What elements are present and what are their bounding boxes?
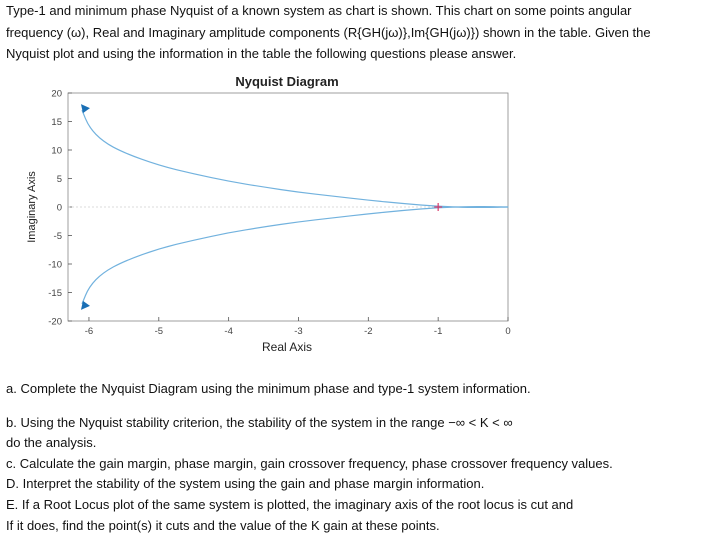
y-ticks [48, 89, 72, 328]
x-tick-label: -4 [224, 326, 233, 337]
y-tick-label: -5 [53, 231, 62, 242]
y-tick-label: 10 [51, 145, 62, 157]
x-ticks [85, 317, 511, 337]
question-b-line-1: b. Using the Nyquist stability criterion, the stability of the system in the range −∞ < K < ∞ [6, 415, 513, 430]
question-a: a. Complete the Nyquist Diagram using the minimum phase and type-1 system information. [6, 381, 531, 396]
critical-point-marker [434, 203, 442, 211]
x-tick-label: -1 [433, 326, 443, 337]
nyquist-line-negative [82, 110, 508, 207]
intro-line-1: Type-1 and minimum phase Nyquist of a known system as chart is shown. This chart on some points angular [6, 3, 632, 18]
y-axis-label: Imaginary Axis [26, 171, 38, 243]
x-tick-label: -5 [154, 326, 164, 337]
question-b-line-2: do the analysis. [6, 435, 97, 450]
x-axis-label: Real Axis [261, 340, 313, 354]
nyquist-line-positive [82, 207, 508, 304]
intro-line-3: Nyquist plot and using the information in the table the following questions please answer. [6, 46, 517, 61]
x-tick-label: -3 [294, 326, 303, 337]
y-tick-label: 15 [51, 117, 62, 128]
nyquist-chart [0, 68, 706, 358]
chart-title: Nyquist Diagram [235, 74, 339, 89]
x-tick-label: -6 [84, 326, 94, 337]
intro-line-2: frequency (ω), Real and Imaginary amplitude components (R{GH(jω)},Im{GH(jω)}) shown in the table. Given the [6, 24, 651, 40]
intro-text [6, 0, 702, 65]
y-tick-label: 5 [56, 174, 62, 185]
y-tick-label: -15 [48, 288, 62, 299]
question-e-line-1: E. If a Root Locus plot of the same system is plotted, the imaginary axis of the root locus is cut and [6, 497, 574, 512]
y-tick-label: 20 [51, 88, 62, 100]
nyquist-svg [0, 68, 706, 358]
question-d: D. Interpret the stability of the system using the gain and phase margin information. [6, 476, 485, 491]
y-tick-label: 0 [56, 202, 62, 214]
question-c: c. Calculate the gain margin, phase margin, gain crossover frequency, phase crossover frequency values. [6, 456, 613, 471]
y-tick-label: -20 [48, 316, 62, 328]
y-tick-label: -10 [48, 259, 62, 271]
x-tick-label: 0 [505, 326, 511, 337]
x-tick-label: -2 [364, 326, 373, 337]
question-e-line-2: If it does, find the point(s) it cuts and the value of the K gain at these points. [6, 518, 440, 533]
